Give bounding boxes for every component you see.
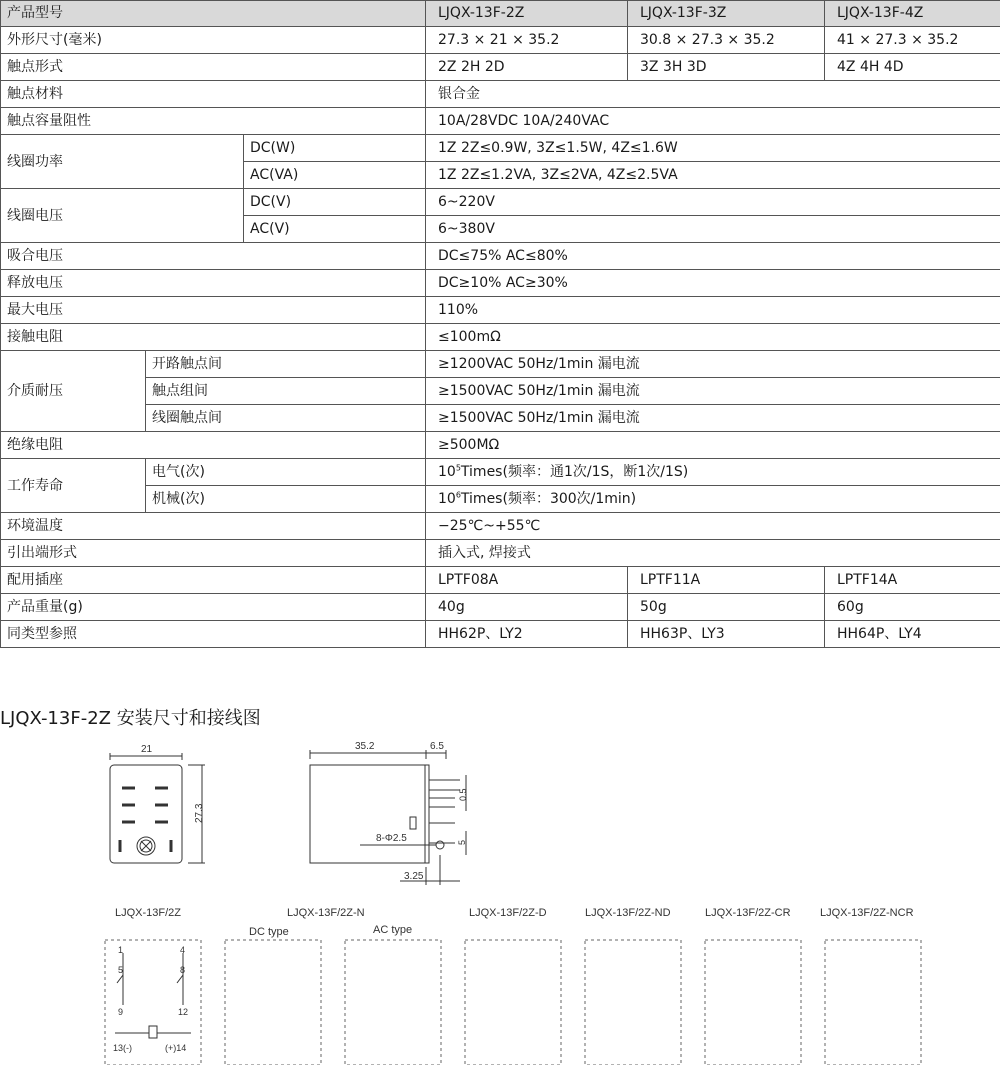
table-row [1,108,1000,135]
cell-value: 插入式, 焊接式 [426,540,1000,567]
table-row [1,270,1000,297]
cell-value: ≥1500VAC 50Hz/1min 漏电流 [426,405,1000,432]
sub-label: 线圈触点间 [146,405,426,432]
table-row [1,27,1000,54]
side-length-label: 35.2 [355,741,375,752]
sub-label: 触点组间 [146,378,426,405]
cell-value: 110% [426,297,1000,324]
sub-label: DC(W) [244,135,426,162]
table-row [1,54,1000,81]
table-row [1,594,1000,621]
cell-value: ≥500MΩ [426,432,1000,459]
cell-value: HH62P、LY2 [426,621,628,648]
diagram-label: LJQX-13F/2Z-CR [705,907,791,919]
row-label: 产品重量(g) [1,594,426,621]
pin-12-label: 12 [178,1007,189,1017]
cell-value: 30.8 × 27.3 × 35.2 [628,27,825,54]
table-row [1,189,1000,216]
header-label: 产品型号 [1,1,426,27]
pin-pitch-label: 5 [457,839,467,845]
front-height-label: 27.3 [194,803,205,823]
sub-label: 电气(次) [146,459,426,486]
pin-5-label: 5 [118,965,124,975]
sub-label: DC(V) [244,189,426,216]
section-title: LJQX-13F-2Z 安装尺寸和接线图 [0,708,261,729]
row-label: 环境温度 [1,513,426,540]
pin-4-label: 4 [180,945,186,955]
front-width-label: 21 [141,744,153,755]
row-label: 触点形式 [1,54,426,81]
cell-value: 10A/28VDC 10A/240VAC [426,108,1000,135]
sub-label: AC(VA) [244,162,426,189]
wiring-diagram [705,907,801,1065]
row-label: 接触电阻 [1,324,426,351]
sub-label: AC(V) [244,216,426,243]
table-row [1,351,1000,378]
pin-width-label: 0.5 [458,788,468,801]
row-label: 释放电压 [1,270,426,297]
cell-value: 银合金 [426,81,1000,108]
cell-value: ≥1500VAC 50Hz/1min 漏电流 [426,378,1000,405]
diagram-label: LJQX-13F/2Z [115,907,182,919]
cell-value: 6~220V [426,189,1000,216]
cell-value: 4Z 4H 4D [825,54,1000,81]
pin-spec-label: 8-Φ2.5 [376,833,407,844]
installation-wiring-drawing [0,735,1000,1065]
cell-value: 40g [426,594,628,621]
wiring-diagram [105,907,201,1065]
wiring-diagrams [105,907,921,1065]
pin-length-label: 6.5 [430,741,444,752]
table-row [1,81,1000,108]
pin-9-label: 9 [118,1007,124,1017]
pin-14-label: (+)14 [165,1043,187,1053]
cell-value: $10^6Times$(频率：300次/1min) [426,486,1000,513]
pin-13-label: 13(-) [113,1043,133,1053]
cell-value: 2Z 2H 2D [426,54,628,81]
row-label: 引出端形式 [1,540,426,567]
table-row [1,540,1000,567]
cell-value: ≤100mΩ [426,324,1000,351]
row-label: 同类型参照 [1,621,426,648]
wiring-diagram [465,907,561,1065]
cell-value: DC≤75% AC≤80% [426,243,1000,270]
model-4z: LJQX-13F-4Z [825,1,1000,27]
cell-value: ≥1200VAC 50Hz/1min 漏电流 [426,351,1000,378]
row-label: 线圈电压 [1,189,244,243]
cell-value: HH63P、LY3 [628,621,825,648]
row-label: 吸合电压 [1,243,426,270]
table-row [1,324,1000,351]
row-label: 工作寿命 [1,459,146,513]
cell-value: 60g [825,594,1000,621]
cell-value: 27.3 × 21 × 35.2 [426,27,628,54]
table-row [1,243,1000,270]
model-2z: LJQX-13F-2Z [426,1,628,27]
wiring-diagram [225,907,365,1065]
side-view [310,750,466,885]
sub-label: 机械(次) [146,486,426,513]
row-label: 最大电压 [1,297,426,324]
cell-value: 6~380V [426,216,1000,243]
row-label: 外形尺寸(毫米) [1,27,426,54]
row-label: 介质耐压 [1,351,146,432]
pin-1-label: 1 [118,945,124,955]
diagram-label: LJQX-13F/2Z-NCR [820,907,914,919]
diagram-label: LJQX-13F/2Z-N [287,907,365,919]
row-label: 绝缘电阻 [1,432,426,459]
cell-value: 1Z 2Z≤1.2VA, 3Z≤2VA, 4Z≤2.5VA [426,162,1000,189]
pin-offset-label: 3.25 [404,871,424,882]
table-row [1,513,1000,540]
table-row [1,567,1000,594]
row-label: 线圈功率 [1,135,244,189]
cell-value: 1Z 2Z≤0.9W, 3Z≤1.5W, 4Z≤1.6W [426,135,1000,162]
cell-value: LPTF11A [628,567,825,594]
front-view [110,753,205,863]
pin-8-label: 8 [180,965,186,975]
table-row [1,459,1000,486]
table-row [1,405,1000,432]
cell-value: HH64P、LY4 [825,621,1000,648]
row-label: 配用插座 [1,567,426,594]
cell-value: DC≥10% AC≥30% [426,270,1000,297]
cell-value: $10^5Times$(频率：通1次/1S，断1次/1S) [426,459,1000,486]
table-row [1,297,1000,324]
wiring-diagram [820,907,921,1065]
row-label: 触点容量阻性 [1,108,426,135]
diagram-label: LJQX-13F/2Z-ND [585,907,671,919]
cell-value: 3Z 3H 3D [628,54,825,81]
subtype-dc-label: DC type [249,926,289,938]
table-row [1,432,1000,459]
sub-label: 开路触点间 [146,351,426,378]
wiring-diagram [345,940,441,1065]
cell-value: 50g [628,594,825,621]
row-label: 触点材料 [1,81,426,108]
diagram-label: LJQX-13F/2Z-D [469,907,547,919]
model-3z: LJQX-13F-3Z [628,1,825,27]
cell-value: 41 × 27.3 × 35.2 [825,27,1000,54]
wiring-diagram [585,907,681,1065]
cell-value: −25℃~+55℃ [426,513,1000,540]
table-row [1,378,1000,405]
table-row [1,486,1000,513]
cell-value: LPTF08A [426,567,628,594]
cell-value: LPTF14A [825,567,1000,594]
table-row [1,621,1000,648]
table-row [1,1,1000,27]
subtype-ac-label: AC type [373,924,413,936]
table-row [1,135,1000,162]
